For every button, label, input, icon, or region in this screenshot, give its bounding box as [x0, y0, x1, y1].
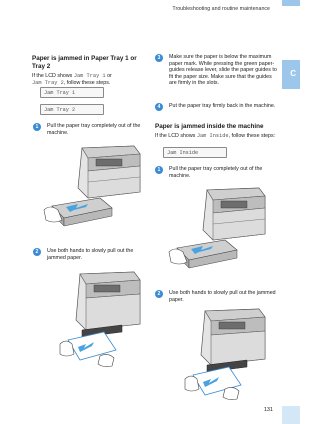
- right-section-heading-block: [155, 123, 277, 131]
- right-step-3-text: Make sure the paper is below the maximum paper mark. While pressing the green paper-guides release lever, slide the paper guides to fit the paper size. Make sure that the guides are firmly in the slots.: [169, 54, 277, 87]
- step-number-badge: 3: [155, 54, 163, 62]
- page-number-tab: [282, 406, 300, 424]
- pull-jammed-paper-illustration-2: [166, 307, 270, 403]
- step-number-badge: 2: [155, 290, 163, 298]
- right-step-3: [155, 54, 279, 87]
- left-section-heading: Paper is jammed in Paper Tray 1 or Tray 2: [32, 55, 137, 70]
- step-number-badge: 4: [155, 103, 163, 111]
- right-step-2: [155, 290, 279, 303]
- step-number-badge: 1: [33, 123, 41, 131]
- right-step-2-text: Use both hands to slowly pull out the jammed paper.: [169, 290, 276, 303]
- right-step-1-text: Pull the paper tray completely out of the machine.: [169, 166, 263, 179]
- header-side-tab: [282, 0, 300, 6]
- right-step-4: [155, 103, 279, 111]
- right-intro-suffix: , follow these steps:: [228, 133, 276, 139]
- left-section-heading-block: [32, 55, 150, 71]
- left-intro-or: or: [105, 73, 112, 79]
- left-step-1: [33, 123, 147, 136]
- left-step-2: [33, 248, 147, 261]
- page-number: 131: [263, 407, 273, 413]
- left-step-2-text: Use both hands to slowly pull out the jammed paper.: [47, 248, 134, 261]
- left-intro-code1: Jam Tray 1: [73, 73, 106, 79]
- left-step-1-text: Pull the paper tray completely out of the machine.: [47, 123, 141, 136]
- lcd-jam-tray1: Jam Tray 1: [40, 87, 104, 98]
- printer-tray-out-illustration-2: [166, 182, 270, 284]
- left-intro-prefix: If the LCD shows: [32, 73, 74, 79]
- left-intro: [32, 73, 150, 86]
- right-step-1: [155, 166, 279, 179]
- left-intro-code2: Jam Tray 2: [32, 79, 64, 86]
- step-number-badge: 1: [155, 166, 163, 174]
- left-intro-suffix: , follow these steps.: [63, 79, 111, 86]
- lcd-jam-tray2: Jam Tray 2: [40, 104, 104, 115]
- running-title: Troubleshooting and routine maintenance: [172, 6, 270, 12]
- right-intro-code: Jam Inside: [196, 133, 229, 139]
- lcd-jam-inside: Jam Inside: [163, 147, 227, 158]
- pull-jammed-paper-illustration: [42, 270, 144, 374]
- printer-tray-out-illustration: [42, 140, 144, 242]
- right-intro-prefix: If the LCD shows: [155, 133, 197, 139]
- chapter-letter: C: [290, 69, 296, 78]
- right-step-4-text: Put the paper tray firmly back in the machine.: [169, 103, 276, 109]
- right-intro: [155, 133, 277, 140]
- right-section-heading: Paper is jammed inside the machine: [155, 123, 264, 130]
- step-number-badge: 2: [33, 248, 41, 256]
